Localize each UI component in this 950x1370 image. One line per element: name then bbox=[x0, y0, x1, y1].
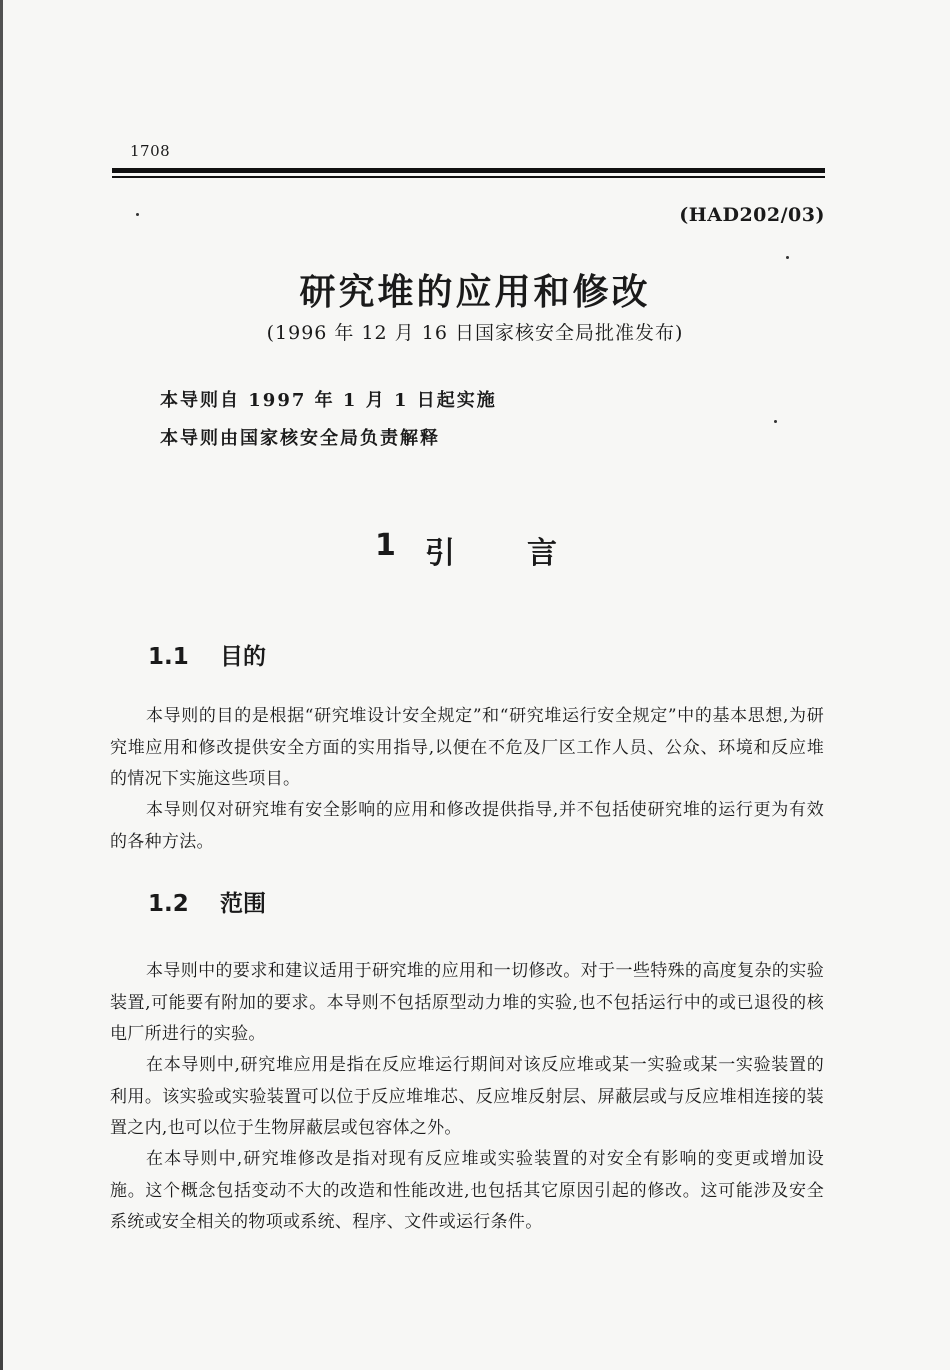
paragraph: 在本导则中,研究堆应用是指在反应堆运行期间对该反应堆或某一实验或某一实验装置的利用。该实验或实验装置可以位于反应堆堆芯、反应堆反射层、屏蔽层或与反应堆相连接的装置之内,也可以位于生物屏蔽层或包容体之外。 bbox=[110, 1055, 824, 1138]
document-subtitle: (1996 年 12 月 16 日国家核安全局批准发布) bbox=[266, 322, 684, 344]
section-title: 范围 bbox=[220, 891, 266, 917]
scan-left-border bbox=[0, 0, 3, 1370]
chapter-title-char: 引 bbox=[425, 536, 455, 571]
section-title: 目的 bbox=[220, 644, 266, 670]
paragraph: 本导则的目的是根据“研究堆设计安全规定”和“研究堆运行安全规定”中的基本思想,为研究堆应用和修改提供安全方面的实用指导,以便在不危及厂区工作人员、公众、环境和反应堆的情况下实施这些项目。 bbox=[110, 706, 824, 789]
chapter-number: 1 bbox=[375, 528, 396, 563]
section-heading-purpose bbox=[148, 638, 266, 671]
effective-date-note: 本导则自 1997 年 1 月 1 日起实施 bbox=[160, 390, 497, 411]
interpretation-note: 本导则由国家核安全局负责解释 bbox=[160, 428, 440, 449]
scan-speck bbox=[774, 420, 777, 423]
scan-speck bbox=[786, 256, 789, 259]
paragraph: 本导则中的要求和建议适用于研究堆的应用和一切修改。对于一些特殊的高度复杂的实验装置,可能要有附加的要求。本导则不包括原型动力堆的实验,也不包括运行中的或已退役的核电厂所进行的实验。 bbox=[110, 961, 824, 1044]
section-number: 1.1 bbox=[148, 644, 189, 670]
section-heading-scope bbox=[148, 885, 266, 918]
scan-speck bbox=[136, 213, 139, 216]
chapter-title-char: 言 bbox=[527, 536, 557, 571]
paragraph: 在本导则中,研究堆修改是指对现有反应堆或实验装置的对安全有影响的变更或增加设施。这个概念包括变动不大的改造和性能改进,也包括其它原因引起的修改。这可能涉及安全系统或安全相关的物项或系统、程序、文件或运行条件。 bbox=[110, 1149, 824, 1232]
document-code: (HAD202/03) bbox=[679, 204, 825, 226]
header-rule-thin bbox=[112, 176, 825, 178]
paragraph: 本导则仅对研究堆有安全影响的应用和修改提供指导,并不包括使研究堆的运行更为有效的各种方法。 bbox=[110, 800, 824, 852]
document-title: 研究堆的应用和修改 bbox=[299, 272, 651, 313]
header-rule-thick bbox=[112, 168, 825, 173]
section-number: 1.2 bbox=[148, 891, 189, 917]
page-number: 1708 bbox=[130, 142, 171, 160]
